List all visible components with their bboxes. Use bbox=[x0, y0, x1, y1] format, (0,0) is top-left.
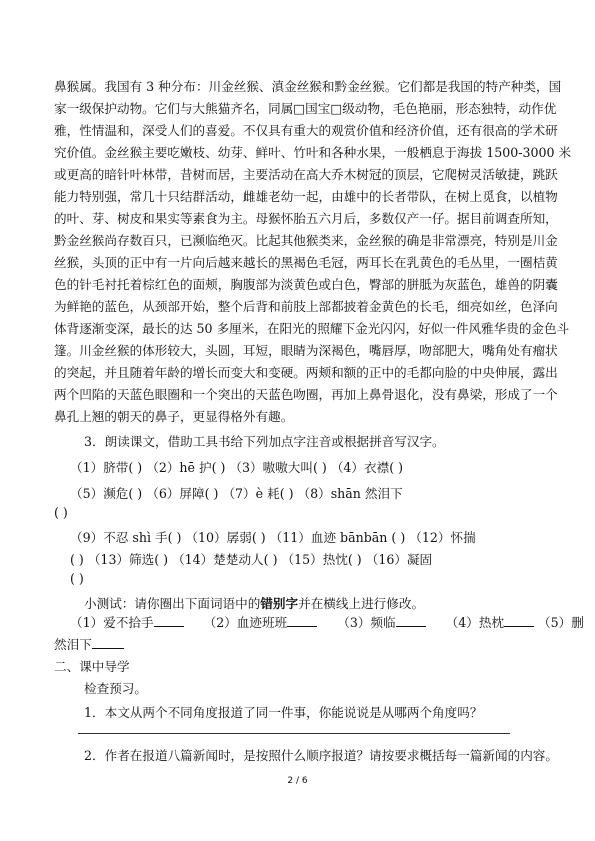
answer-blank[interactable] bbox=[504, 614, 534, 627]
paragraph-line: 的叶、芽、树皮和果实等素食为主。母猴怀胎五六月后，多数仅产一仔。据目前调查所知， bbox=[54, 211, 558, 226]
page-number: 2 / 6 bbox=[287, 776, 308, 786]
paragraph-line: 为鲜艳的蓝色，从颈部开始，整个后背和前肢上部都披着金黄色的长毛，细亮如丝，色泽向 bbox=[54, 299, 558, 314]
paragraph-line: 能力特别强，常几十只结群活动，雌雄老幼一起，由雄中的长者带队，在树上觅食，以植物 bbox=[54, 189, 558, 204]
paragraph-line: 鼻孔上翘的朝天的鼻子，更显得格外有趣。 bbox=[54, 409, 294, 424]
question-3-heading: 3．朗读课文，借助工具书给下列加点字注音或根据拼音写汉字。 bbox=[84, 434, 445, 449]
quiz-item: （4）热枕 bbox=[445, 615, 505, 630]
question-2: 2．作者在报道八篇新闻时，是按照什么顺序报道？请按要求概括每一篇新闻的内容。 bbox=[84, 748, 558, 763]
quiz-prefix: 小测试：请你圈出下面词语中的 bbox=[84, 596, 261, 611]
answer-blank[interactable] bbox=[154, 614, 184, 627]
quiz-item-tail: 然泪下 bbox=[54, 637, 92, 652]
quiz-item: （2）血迹班班 bbox=[203, 615, 288, 630]
pinyin-row: ( ) （13）筛选( ) （14）楚楚动人( ) （15）热忱( ) （16）凝固 bbox=[70, 552, 433, 567]
quiz-item: （3）频临 bbox=[337, 615, 396, 630]
quiz-emphasis: 错别字 bbox=[260, 596, 299, 611]
quiz-item: （5）删 bbox=[538, 615, 584, 630]
check-preview-label: 检查预习。 bbox=[84, 681, 147, 696]
answer-blank[interactable] bbox=[92, 636, 124, 649]
paragraph-line: 家一级保护动物。它们与大熊猫齐名，同属□国宝□级动物，毛色艳丽，形态独特，动作优 bbox=[54, 101, 557, 116]
intro-paragraph bbox=[54, 76, 572, 428]
quiz-instruction bbox=[84, 593, 424, 612]
paragraph-line: 篷。川金丝猴的体形较大，头圆，耳短，眼睛为深褐色，嘴唇厚，吻部肥大，嘴角处有瘤状 bbox=[54, 343, 558, 358]
pinyin-row: ( ) bbox=[54, 505, 68, 520]
quiz-item: （1）爱不拾手 bbox=[70, 615, 154, 630]
answer-line[interactable] bbox=[78, 733, 510, 734]
paragraph-line: 鼻猴属。我国有 3 种分布：川金丝猴、滇金丝猴和黔金丝猴。它们都是我国的特产种类，国 bbox=[54, 79, 562, 94]
question-1: 1．本文从两个不同角度报道了同一件事，你能说说是从哪两个角度吗？ bbox=[84, 705, 483, 720]
paragraph-line: 丝猴，头顶的正中有一片向后越来越长的黑褐色毛冠，两耳长在乳黄色的毛丛里，一圈桔黄 bbox=[54, 255, 558, 270]
paragraph-line: 究价值。金丝猴主要吃嫩枝、幼芽、鲜叶、竹叶和各种水果，一般栖息于海拔 1500-3000 米 bbox=[54, 145, 572, 160]
section-2-title: 二、课中导学 bbox=[54, 659, 130, 674]
paragraph-line: 或更高的暗针叶林带，昔树而居，主要活动在高大乔木树冠的顶层，它爬树灵活敏捷，跳跃 bbox=[54, 167, 558, 182]
quiz-items bbox=[70, 612, 584, 631]
pinyin-row: （1）脐带( ) （2）hē 护( ) （3）嗷嗷大叫( ) （4）衣襟( ) bbox=[70, 460, 404, 475]
paragraph-line: 体背逐渐变深，最长的达 50 多厘米，在阳光的照耀下金光闪闪，好似一件风雅华贵的金色斗 bbox=[54, 321, 570, 336]
answer-blank[interactable] bbox=[396, 614, 426, 627]
paragraph-line: 雅，性情温和，深受人们的喜爱。不仅具有重大的观赏价值和经济价值，还有很高的学术研 bbox=[54, 123, 558, 138]
paragraph-line: 的突起，并且随着年龄的增长而变大和变硬。两颊和额的正中的毛都向脸的中央伸展，露出 bbox=[54, 365, 558, 380]
pinyin-row: （9）不忍 shì 手( ) （10）孱弱( ) （11）血迹 bānbān ( ) （12）怀揣 bbox=[70, 530, 476, 545]
quiz-items-continued bbox=[54, 634, 124, 653]
paragraph-line: 两个凹陷的天蓝色眼圈和一个突出的天蓝色吻圈，再加上鼻骨退化，没有鼻梁，形成了一个 bbox=[54, 387, 558, 402]
paragraph-line: 黔金丝猴尚存数百只，已濒临绝灭。比起其他猴类来，金丝猴的确是非常漂亮，特别是川金 bbox=[54, 233, 558, 248]
pinyin-row: ( ) bbox=[70, 571, 84, 586]
pinyin-row: （5）濒危( ) （6）屏障( ) （7）è 耗( ) （8）shān 然泪下 bbox=[70, 486, 403, 501]
paragraph-line: 色的针毛衬托着棕红色的面颊，胸腹部为淡黄色或白色，臀部的胼胝为灰蓝色，雄兽的阴囊 bbox=[54, 277, 558, 292]
quiz-suffix: 并在横线上进行修改。 bbox=[298, 596, 425, 611]
answer-blank[interactable] bbox=[287, 614, 317, 627]
